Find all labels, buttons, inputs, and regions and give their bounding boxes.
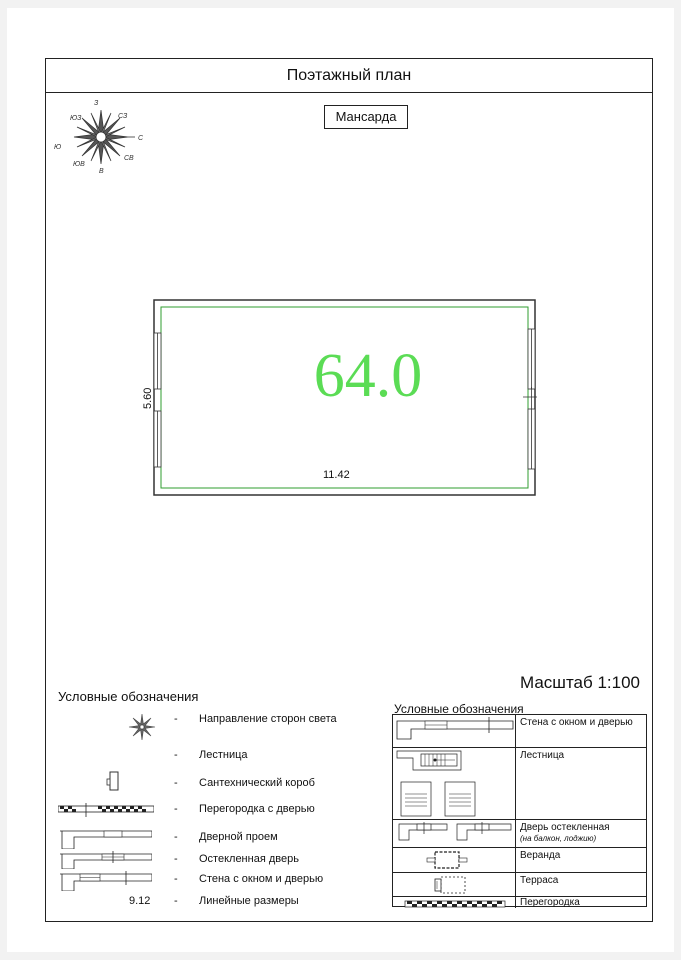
partition-door-icon	[58, 803, 154, 817]
staircase-icon	[393, 748, 515, 820]
legend-dash: -	[174, 853, 178, 865]
wall-window-door-icon	[60, 871, 152, 891]
legend-dash: -	[174, 831, 178, 843]
compass-label: Ю	[54, 144, 62, 151]
plan-frame	[45, 58, 653, 922]
glazed-door-icon	[393, 820, 515, 848]
legend-row	[393, 748, 646, 820]
legend-row	[393, 873, 646, 897]
compass-label: З	[94, 100, 99, 107]
glazed-door-icon	[60, 851, 152, 869]
compass-rose-icon	[124, 709, 160, 745]
room-plan	[142, 299, 537, 502]
legend-label: Дверь остекленная	[520, 822, 610, 833]
legend-sublabel: (на балкон, лоджию)	[520, 834, 597, 843]
legend-dash: -	[174, 713, 178, 725]
legend-label: Терраса	[520, 875, 559, 886]
room-width-dimension: 11.42	[323, 469, 350, 481]
compass-rose-icon	[46, 97, 156, 187]
legend-title: Условные обозначения	[394, 702, 524, 716]
legend-label: Стена с окном и дверью	[199, 873, 324, 885]
plan-title: Поэтажный план	[46, 59, 652, 93]
legend-label: Лестница	[520, 750, 565, 761]
legend-dash: -	[174, 803, 178, 815]
legend-label: Остекленная дверь	[199, 853, 299, 865]
legend-label: Дверной проем	[199, 831, 278, 843]
legend-label: Лестница	[199, 749, 248, 761]
compass-label: СВ	[124, 155, 134, 162]
partition-icon	[393, 899, 515, 910]
room-height-dimension: 5.60	[142, 387, 154, 409]
legend-label: Стена с окном и дверью	[520, 717, 633, 728]
legend-dash: -	[174, 895, 178, 907]
legend-label: Направление сторон света	[199, 713, 337, 725]
legend-dash: -	[174, 777, 178, 789]
legend-title: Условные обозначения	[58, 689, 199, 704]
legend-row	[393, 848, 646, 873]
document-page	[7, 8, 674, 952]
dimension-sample: 9.12	[129, 895, 151, 907]
legend-label: Веранда	[520, 850, 561, 861]
terrace-icon	[393, 873, 515, 897]
compass-label: В	[99, 168, 104, 175]
window	[154, 333, 161, 467]
floor-label: Мансарда	[324, 105, 408, 129]
room-area: 64.0	[313, 342, 423, 410]
legend-label: Сантехнический короб	[199, 777, 315, 789]
legend-label: Линейные размеры	[199, 895, 299, 907]
scale-label: Масштаб 1:100	[520, 673, 640, 692]
legend-row	[393, 820, 646, 848]
compass-label: СЗ	[118, 113, 128, 120]
legend-label: Перегородка	[520, 897, 580, 908]
compass-label: ЮЗ	[70, 115, 82, 122]
veranda-icon	[393, 848, 515, 873]
legend-label: Перегородка с дверью	[199, 803, 315, 815]
compass-label: С	[138, 135, 144, 142]
legend-table	[392, 714, 647, 907]
legend-dash: -	[174, 749, 178, 761]
sanitary-box-icon	[106, 769, 122, 795]
legend-row	[393, 897, 646, 908]
compass-label: ЮВ	[73, 161, 85, 168]
legend-dash: -	[174, 873, 178, 885]
wall-window-door-icon	[393, 715, 515, 747]
legend-row	[393, 715, 646, 748]
doorway-icon	[60, 829, 152, 849]
